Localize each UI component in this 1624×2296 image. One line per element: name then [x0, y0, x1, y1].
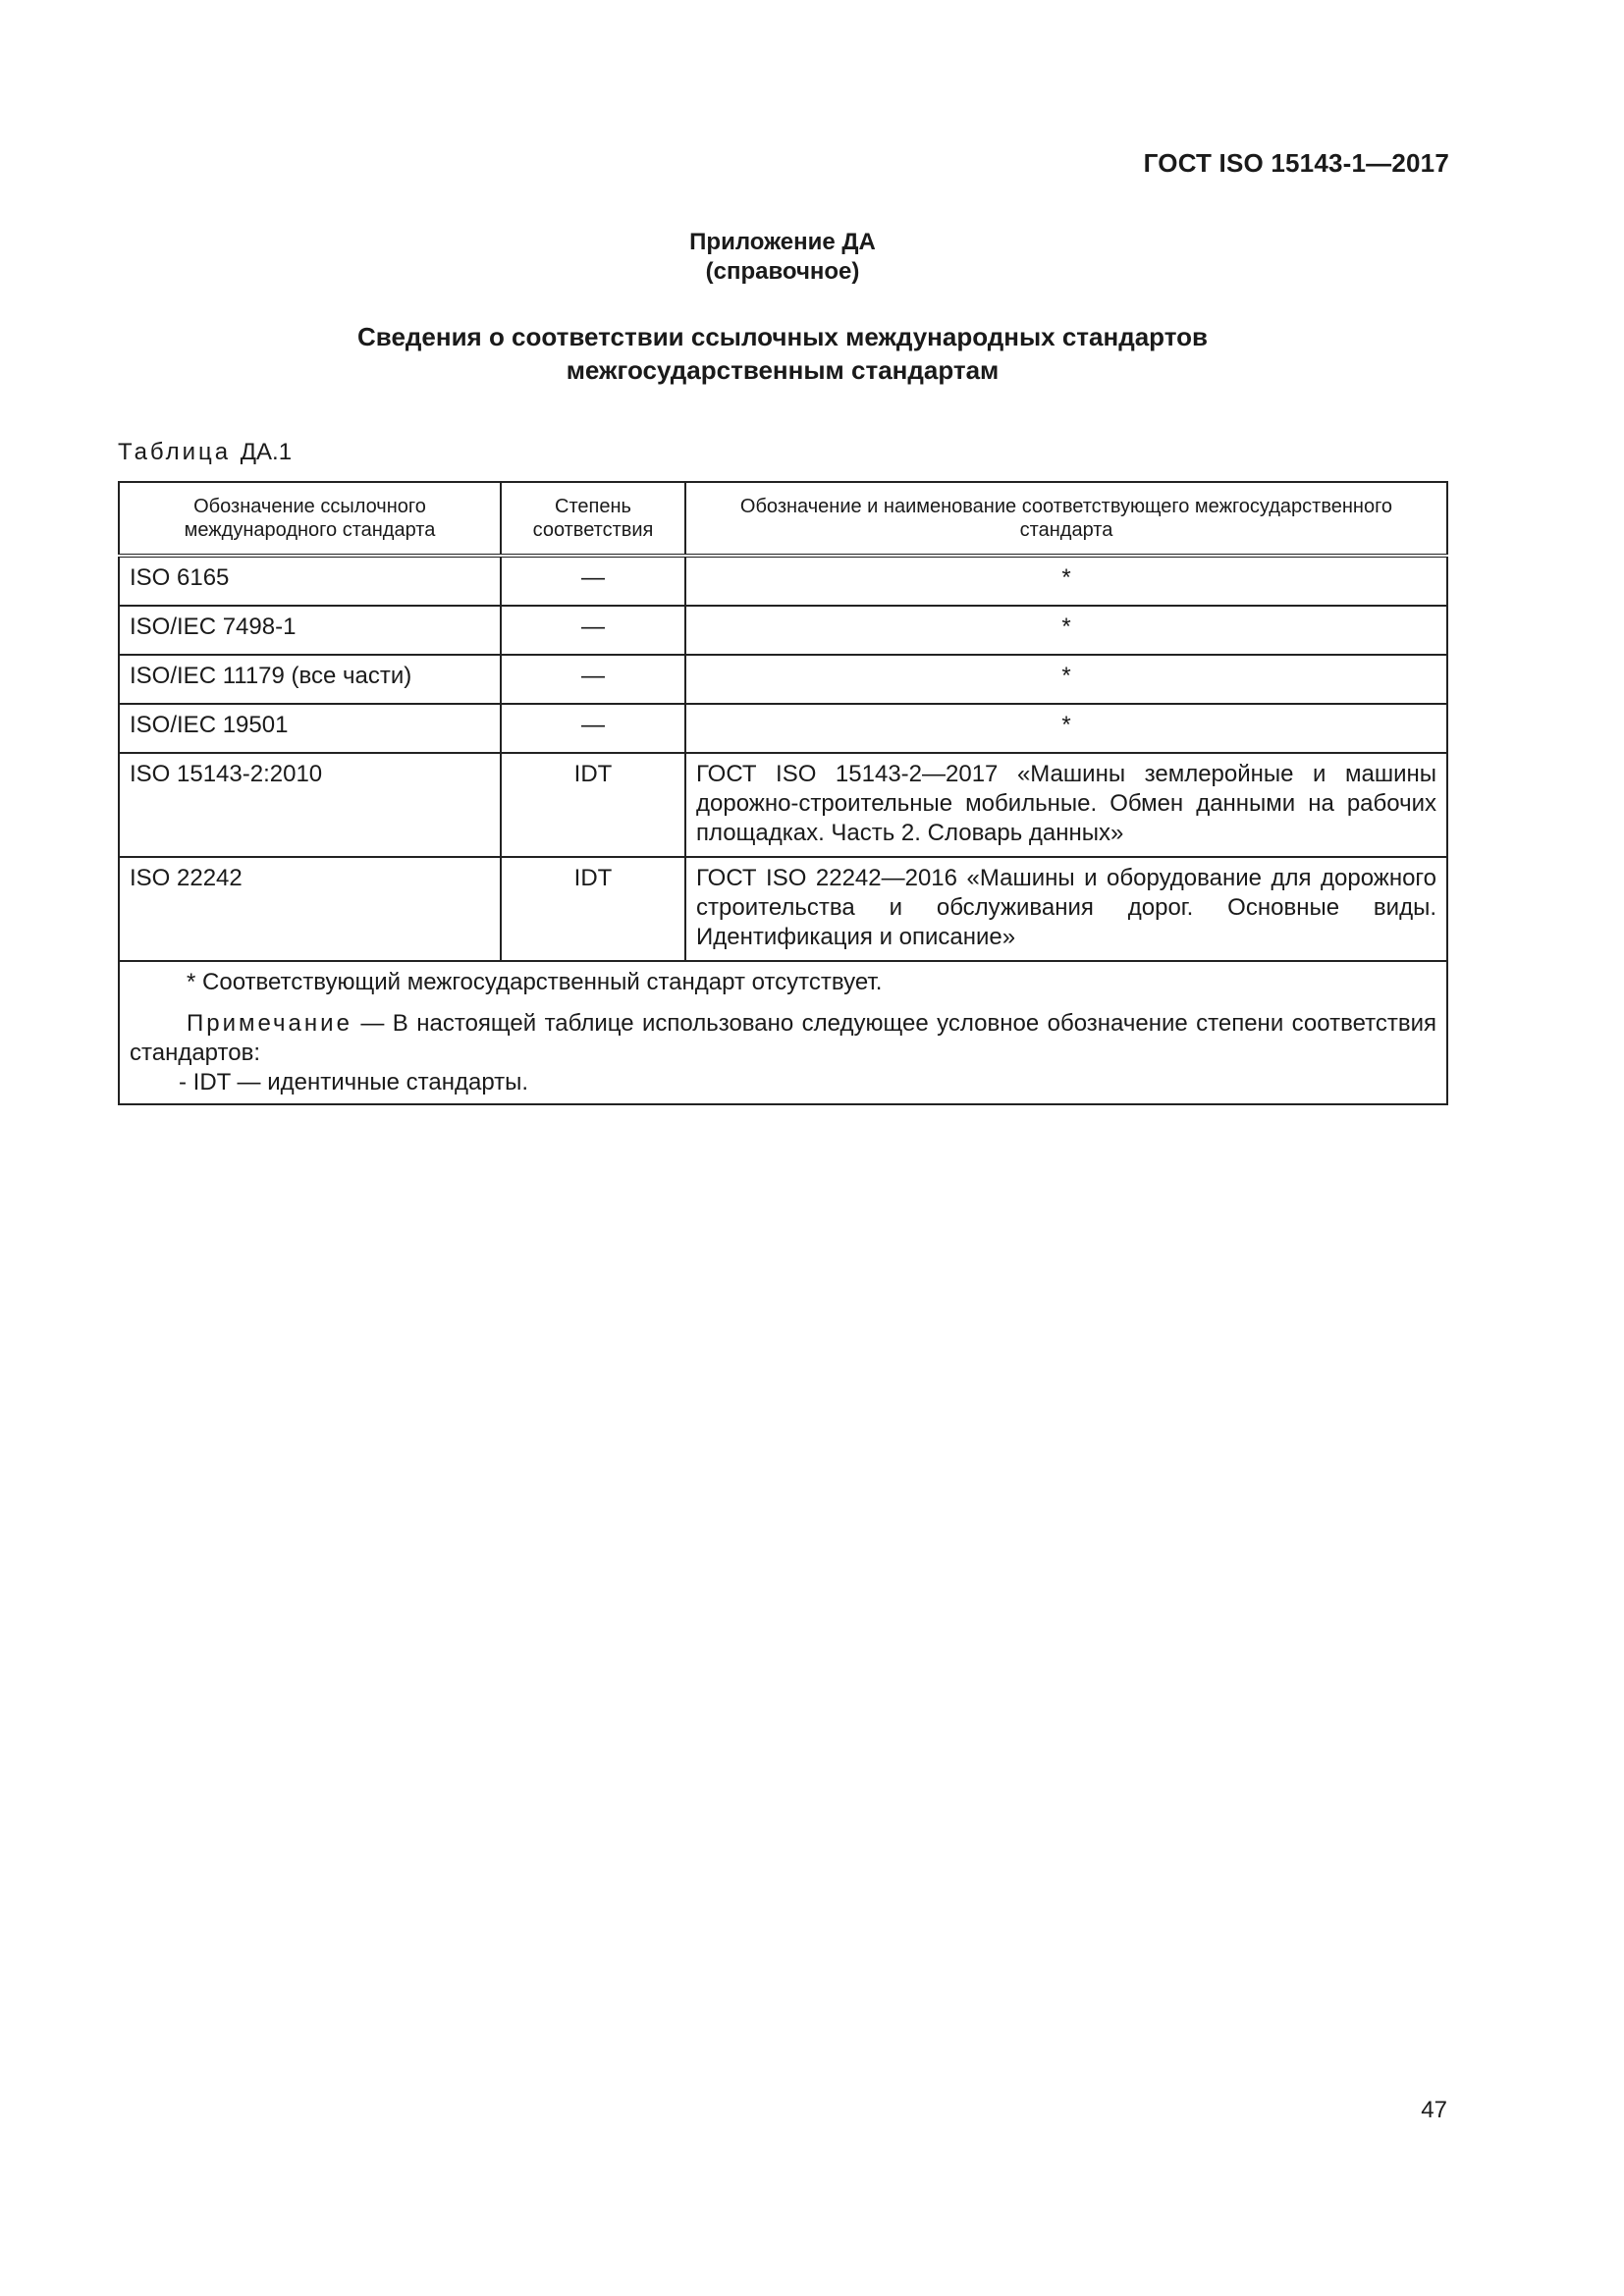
- annex-type: (справочное): [705, 258, 860, 285]
- section-heading: [0, 320, 1565, 387]
- cell-ref: ISO 6165: [119, 556, 501, 606]
- table-footnote-row: [119, 961, 1447, 1104]
- cell-degree: IDT: [501, 857, 685, 961]
- note-list-item: - IDT — идентичные стандарты.: [179, 1069, 529, 1095]
- cell-degree: —: [501, 556, 685, 606]
- cell-degree: —: [501, 655, 685, 704]
- header-ref-standard: Обозначение ссылочного международного стандарта: [119, 482, 501, 556]
- table-caption-label: Таблица: [118, 439, 232, 465]
- cell-ref: ISO/IEC 7498-1: [119, 606, 501, 655]
- cell-gost: *: [685, 655, 1447, 704]
- cell-ref: ISO 15143-2:2010: [119, 753, 501, 857]
- cell-gost: *: [685, 556, 1447, 606]
- cell-ref: ISO/IEC 19501: [119, 704, 501, 753]
- page-number: 47: [1421, 2097, 1447, 2123]
- table-caption-number: ДА.1: [240, 439, 293, 465]
- table-row: [119, 556, 1447, 606]
- table-row: [119, 606, 1447, 655]
- cell-ref: ISO 22242: [119, 857, 501, 961]
- table-header-row: [119, 482, 1447, 556]
- cell-ref: ISO/IEC 11179 (все части): [119, 655, 501, 704]
- annex-title: Приложение ДА: [689, 229, 876, 255]
- table-row: [119, 753, 1447, 857]
- header-gost-standard: Обозначение и наименование соответствующего межгосударственного стандарта: [685, 482, 1447, 556]
- standards-table: [118, 481, 1448, 1105]
- table-caption: [118, 439, 292, 466]
- cell-gost: ГОСТ ISO 15143-2—2017 «Машины землеройные и машины дорожно-строительные мобильные. Обмен данными на рабочих площадках. Часть 2. Словарь данных»: [685, 753, 1447, 857]
- cell-gost: ГОСТ ISO 22242—2016 «Машины и оборудование для дорожного строительства и обслуживания дорог. Основные виды. Идентификация и описание»: [685, 857, 1447, 961]
- cell-degree: —: [501, 704, 685, 753]
- section-heading-line-1: Сведения о соответствии ссылочных международных стандартов: [357, 322, 1208, 351]
- document-designation: ГОСТ ISO 15143-1—2017: [1143, 148, 1449, 178]
- note-text: — В настоящей таблице использовано следующее условное обозначение степени соответствия стандартов:: [130, 1010, 1436, 1066]
- note-label: Примечание: [187, 1010, 352, 1037]
- table-footnote: * Соответствующий межгосударственный стандарт отсутствует.: [187, 969, 883, 995]
- table-note: [130, 1009, 1436, 1068]
- table-row: [119, 857, 1447, 961]
- section-heading-line-2: межгосударственным стандартам: [566, 355, 1000, 385]
- cell-gost: *: [685, 704, 1447, 753]
- table-footnote-cell: [119, 961, 1447, 1104]
- cell-gost: *: [685, 606, 1447, 655]
- table-row: [119, 704, 1447, 753]
- cell-degree: IDT: [501, 753, 685, 857]
- cell-degree: —: [501, 606, 685, 655]
- table-row: [119, 655, 1447, 704]
- header-degree: Степень соответствия: [501, 482, 685, 556]
